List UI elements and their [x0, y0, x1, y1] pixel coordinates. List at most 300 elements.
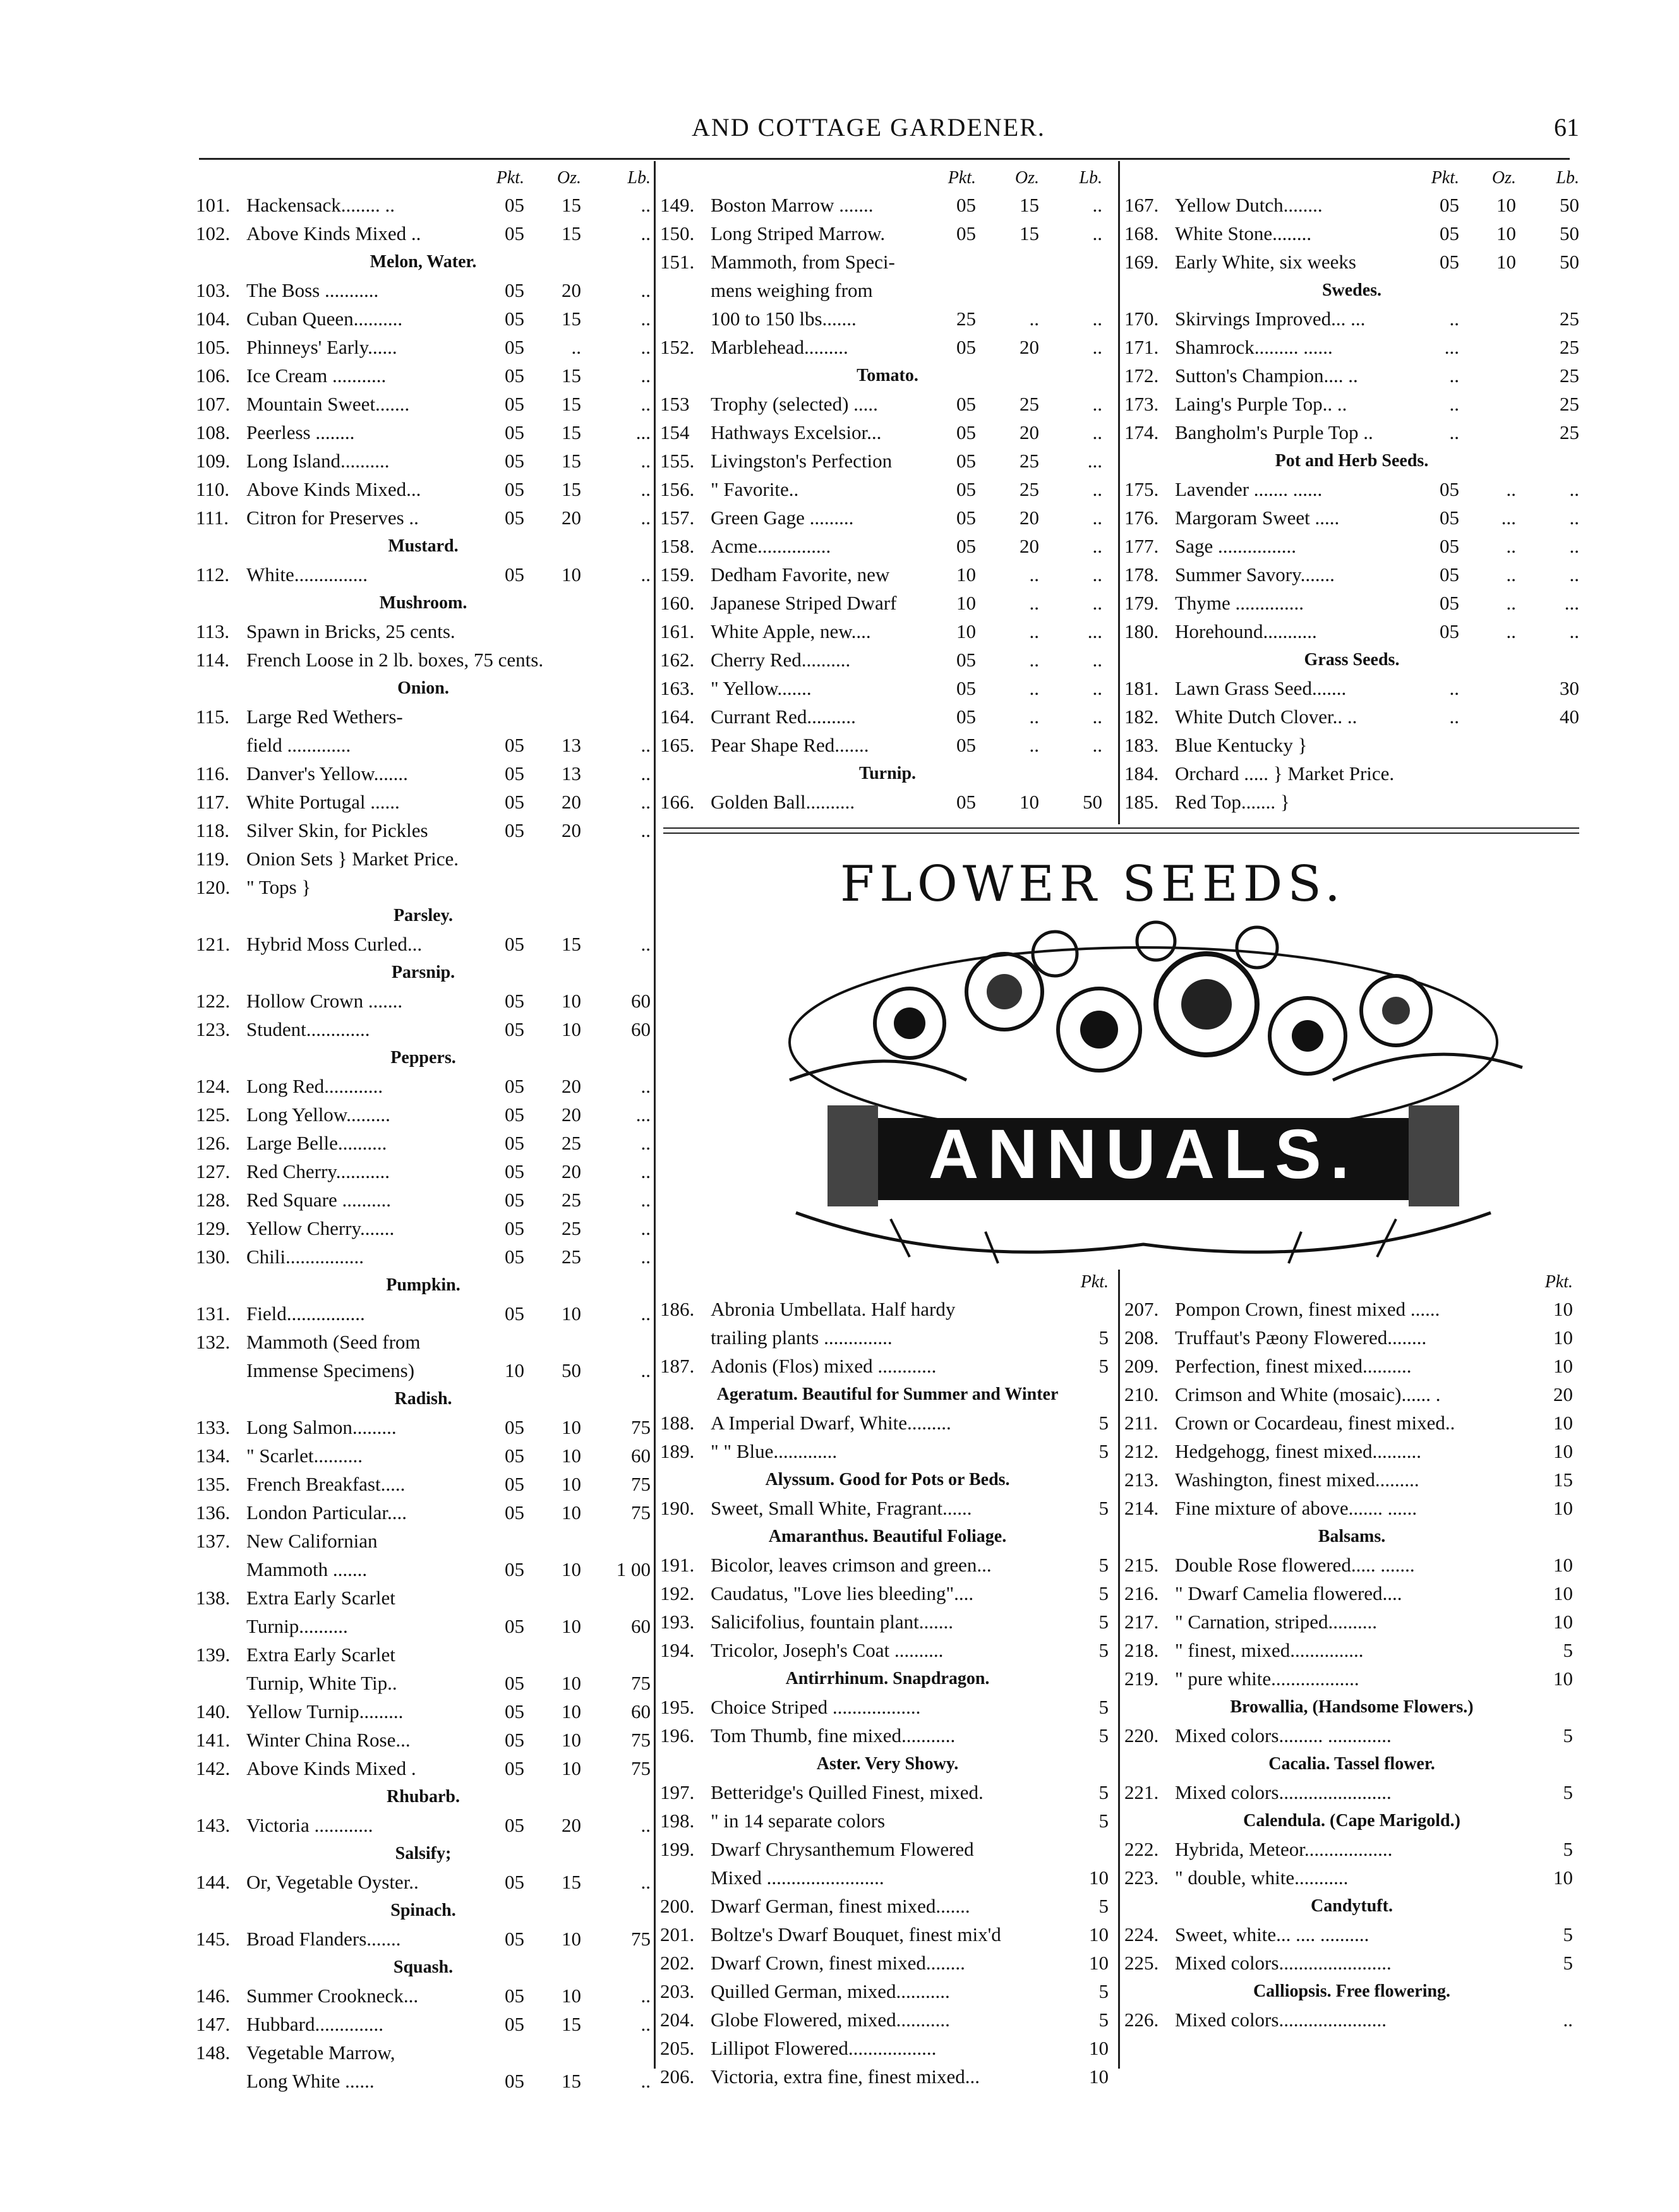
- section-heading: Turnip.: [858, 764, 917, 783]
- oz-price: 10: [562, 1445, 581, 1467]
- lb-price: 50: [1560, 251, 1579, 273]
- item-number: 124.: [196, 1075, 231, 1097]
- seed-row: [196, 1186, 651, 1214]
- lb-price: 25: [1560, 364, 1579, 387]
- pkt-header: Pkt.: [1080, 1272, 1109, 1292]
- oz-price: 25: [1020, 450, 1039, 472]
- item-number: 203.: [660, 1980, 695, 2002]
- item-name: Ice Cream ...........: [246, 364, 387, 387]
- flower-row: [1124, 1608, 1579, 1636]
- pkt-price: 5: [1098, 1781, 1109, 1803]
- item-number: 225.: [1124, 1952, 1159, 1974]
- column-divider-right: [1118, 161, 1120, 824]
- item-number: 221.: [1124, 1781, 1159, 1803]
- column-divider-left: [654, 161, 656, 2069]
- item-number: 101.: [196, 194, 231, 216]
- item-number: 157.: [660, 507, 695, 529]
- item-name: White Stone........: [1175, 222, 1312, 244]
- flower-row: [660, 1778, 1115, 1806]
- flower-row: [660, 1863, 1115, 1892]
- flower-list: [660, 1295, 1115, 2091]
- seed-row: [660, 304, 1115, 333]
- item-name: Hubbard..............: [246, 2013, 383, 2035]
- item-name: Bicolor, leaves crimson and green...: [711, 1554, 992, 1576]
- item-number: 140.: [196, 1700, 231, 1722]
- annuals-label: ANNUALS.: [928, 1115, 1359, 1193]
- lb-price: ...: [1087, 450, 1102, 472]
- pkt-price: 10: [1553, 1582, 1573, 1604]
- item-number: 210.: [1124, 1383, 1159, 1405]
- pkt-price: ..: [1449, 364, 1459, 387]
- section-heading: Pumpkin.: [386, 1275, 460, 1295]
- pkt-price: 05: [505, 933, 524, 955]
- pkt-price: 10: [1089, 2065, 1109, 2088]
- item-name: " " Blue.............: [711, 1440, 838, 1462]
- item-number: 142.: [196, 1757, 231, 1779]
- oz-price: ..: [571, 336, 581, 358]
- item-name: Vegetable Marrow,: [246, 2041, 395, 2064]
- seed-row: [196, 447, 651, 475]
- pkt-price: 5: [1098, 1554, 1109, 1576]
- item-name: Choice Striped ..................: [711, 1696, 921, 1718]
- column-header: [1124, 165, 1579, 191]
- oz-price: 10: [1496, 194, 1516, 216]
- oz-price: 15: [562, 421, 581, 443]
- item-name: " in 14 separate colors: [711, 1810, 886, 1832]
- item-name: Long Salmon.........: [246, 1416, 397, 1438]
- lb-price: ...: [1087, 620, 1102, 642]
- item-number: 174.: [1124, 421, 1159, 443]
- item-number: 103.: [196, 279, 231, 301]
- seed-row: [660, 503, 1115, 532]
- oz-price: 20: [562, 1814, 581, 1836]
- pkt-price: 05: [505, 1672, 524, 1694]
- item-name: Crimson and White (mosaic)...... .: [1175, 1383, 1441, 1405]
- pkt-price: 05: [505, 1558, 524, 1580]
- seed-row: [660, 532, 1115, 560]
- lb-price: 25: [1560, 393, 1579, 415]
- seed-row: [660, 475, 1115, 503]
- item-name: White Dutch Clover.. ..: [1175, 706, 1357, 728]
- pkt-price: 05: [1440, 194, 1459, 216]
- item-number: 196.: [660, 1724, 695, 1746]
- lb-price: ..: [641, 1189, 651, 1211]
- lb-price: 75: [631, 1672, 651, 1694]
- item-number: 153: [660, 393, 690, 415]
- item-number: 213.: [1124, 1469, 1159, 1491]
- item-name: Perfection, finest mixed..........: [1175, 1355, 1412, 1377]
- section-heading: Parsley.: [393, 906, 454, 925]
- seed-row: [196, 617, 651, 646]
- lb-price: ..: [1092, 194, 1102, 216]
- seed-row: [660, 248, 1115, 276]
- flower-row: [660, 1949, 1115, 1977]
- item-name: Or, Vegetable Oyster..: [246, 1871, 419, 1893]
- pkt-price: 05: [956, 450, 976, 472]
- section-heading: Peppers.: [390, 1048, 456, 1067]
- seed-row: [660, 333, 1115, 361]
- item-number: 162.: [660, 649, 695, 671]
- item-number: 136.: [196, 1501, 231, 1524]
- lb-price: ...: [635, 421, 651, 443]
- item-name: Shamrock......... ......: [1175, 336, 1333, 358]
- seed-list: [660, 191, 1115, 816]
- pkt-price: 5: [1098, 1582, 1109, 1604]
- pkt-price: ..: [1449, 393, 1459, 415]
- item-name: Cherry Red..........: [711, 649, 851, 671]
- item-number: 214.: [1124, 1497, 1159, 1519]
- seed-row: [1124, 674, 1579, 702]
- item-name: Hybrida, Meteor..................: [1175, 1838, 1393, 1860]
- oz-price: 10: [562, 1985, 581, 2007]
- oz-price: ..: [1506, 620, 1516, 642]
- pkt-price: 10: [1089, 2037, 1109, 2059]
- oz-price: ..: [1029, 620, 1039, 642]
- item-number: 147.: [196, 2013, 231, 2035]
- oz-price: 15: [1020, 194, 1039, 216]
- lb-price: ...: [635, 1103, 651, 1126]
- item-name: Sweet, Small White, Fragrant......: [711, 1497, 972, 1519]
- item-number: 131.: [196, 1302, 231, 1325]
- section-heading: Mushroom.: [379, 593, 467, 613]
- section-heading: Rhubarb.: [387, 1787, 460, 1806]
- pkt-price: 05: [956, 535, 976, 557]
- pkt-price: 10: [1553, 1497, 1573, 1519]
- item-name: " Dwarf Camelia flowered....: [1175, 1582, 1402, 1604]
- oz-price: 25: [1020, 478, 1039, 500]
- flower-row: [1124, 1579, 1579, 1608]
- lb-price: 60: [631, 1445, 651, 1467]
- flower-row: [660, 1437, 1115, 1465]
- item-name: Long White ......: [246, 2070, 375, 2092]
- item-number: 201.: [660, 1923, 695, 1945]
- lb-price: ..: [641, 364, 651, 387]
- pkt-price: 05: [1440, 478, 1459, 500]
- seed-row: [1124, 731, 1579, 759]
- lb-price: ..: [641, 933, 651, 955]
- item-name: 100 to 150 lbs.......: [711, 308, 857, 330]
- pkt-price: 05: [505, 1075, 524, 1097]
- vegetable-column-middle: [660, 165, 1115, 816]
- lb-price: ..: [641, 1075, 651, 1097]
- lb-price: 60: [631, 1615, 651, 1637]
- item-name: Bangholm's Purple Top ..: [1175, 421, 1373, 443]
- seed-row: [660, 617, 1115, 646]
- lb-price: ..: [641, 336, 651, 358]
- oz-price: 10: [562, 1558, 581, 1580]
- oz-price: ..: [1506, 478, 1516, 500]
- oz-price: 10: [562, 1700, 581, 1722]
- item-number: 139.: [196, 1644, 231, 1666]
- pkt-price: 5: [1563, 1781, 1573, 1803]
- oz-price: 15: [562, 393, 581, 415]
- flower-column-left: [660, 1270, 1115, 2091]
- item-name: Yellow Cherry.......: [246, 1217, 395, 1239]
- seed-row: [660, 702, 1115, 731]
- lb-price: ..: [641, 762, 651, 784]
- oz-price: 10: [562, 1672, 581, 1694]
- item-number: 191.: [660, 1554, 695, 1576]
- item-number: 116.: [196, 762, 230, 784]
- item-number: 183.: [1124, 734, 1159, 756]
- oz-price: 25: [562, 1246, 581, 1268]
- flower-row: [660, 2005, 1115, 2034]
- flower-row: [1124, 1721, 1579, 1750]
- lb-price: ..: [1569, 535, 1579, 557]
- pkt-price: 10: [1553, 1412, 1573, 1434]
- vegetable-column-left: [196, 165, 651, 2095]
- section-heading: Browallia, (Handsome Flowers.): [1230, 1697, 1474, 1717]
- item-name: Above Kinds Mixed .: [246, 1757, 416, 1779]
- item-name: Sage ................: [1175, 535, 1297, 557]
- item-name: Early White, six weeks: [1175, 251, 1356, 273]
- item-number: 171.: [1124, 336, 1159, 358]
- section-heading: Antirrhinum. Snapdragon.: [785, 1669, 990, 1688]
- item-number: 144.: [196, 1871, 231, 1893]
- pkt-price: 05: [505, 1757, 524, 1779]
- pkt-price: 10: [1553, 1440, 1573, 1462]
- item-name: Mammoth, from Speci-: [711, 251, 895, 273]
- item-name: Adonis (Flos) mixed ............: [711, 1355, 937, 1377]
- item-name: Double Rose flowered..... .......: [1175, 1554, 1415, 1576]
- oz-price: 20: [1020, 421, 1039, 443]
- pkt-price: 5: [1563, 1639, 1573, 1661]
- oz-price: 10: [562, 1615, 581, 1637]
- item-name: Abronia Umbellata. Half hardy: [711, 1298, 956, 1320]
- item-number: 128.: [196, 1189, 231, 1211]
- item-number: 148.: [196, 2041, 231, 2064]
- item-name: Silver Skin, for Pickles: [246, 819, 428, 841]
- oz-price: 10: [562, 990, 581, 1012]
- item-name: Boltze's Dwarf Bouquet, finest mix'd: [711, 1923, 1001, 1945]
- item-name: Summer Savory.......: [1175, 563, 1335, 586]
- oz-price: 13: [562, 762, 581, 784]
- lb-price: 30: [1560, 677, 1579, 699]
- item-number: 161.: [660, 620, 695, 642]
- oz-price: 10: [562, 1928, 581, 1950]
- pkt-price: 05: [505, 1700, 524, 1722]
- item-name: Boston Marrow .......: [711, 194, 874, 216]
- oz-price: 50: [562, 1359, 581, 1381]
- pkt-price: ..: [1449, 421, 1459, 443]
- seed-row: [660, 447, 1115, 475]
- seed-list: [196, 191, 651, 2095]
- pkt-price: 05: [505, 819, 524, 841]
- pkt-price: ..: [1449, 706, 1459, 728]
- pkt-price: 05: [956, 507, 976, 529]
- item-name: Sweet, white... .... ..........: [1175, 1923, 1369, 1945]
- item-name: Mixed colors.......................: [1175, 1952, 1392, 1974]
- pkt-price: 05: [505, 336, 524, 358]
- flower-row: [1124, 1664, 1579, 1693]
- pkt-header: Pkt.: [1544, 1272, 1573, 1292]
- item-number: 195.: [660, 1696, 695, 1718]
- item-number: 226.: [1124, 2009, 1159, 2031]
- oz-header: Oz.: [1491, 168, 1516, 188]
- lb-price: 60: [631, 1018, 651, 1040]
- section-heading: Squash.: [393, 1957, 454, 1977]
- item-name: Tricolor, Joseph's Coat ..........: [711, 1639, 944, 1661]
- column-header: [660, 1270, 1115, 1295]
- lb-price: 25: [1560, 336, 1579, 358]
- seed-row: [1124, 617, 1579, 646]
- pkt-header: Pkt.: [1431, 168, 1459, 188]
- lb-price: ..: [641, 2070, 651, 2092]
- section-heading: Onion.: [397, 678, 449, 698]
- pkt-price: 05: [505, 1103, 524, 1126]
- pkt-price: 5: [1098, 1611, 1109, 1633]
- pkt-price: 25: [956, 308, 976, 330]
- item-number: 216.: [1124, 1582, 1159, 1604]
- seed-row: [660, 191, 1115, 219]
- lb-price: ..: [641, 1160, 651, 1182]
- oz-price: 20: [1020, 507, 1039, 529]
- oz-price: 15: [562, 2013, 581, 2035]
- item-name: Mixed colors......................: [1175, 2009, 1387, 2031]
- item-number: 160.: [660, 592, 695, 614]
- pkt-price: ...: [1444, 336, 1459, 358]
- seed-row: [196, 731, 651, 759]
- pkt-price: 5: [1098, 1639, 1109, 1661]
- pkt-price: 05: [956, 194, 976, 216]
- item-number: 167.: [1124, 194, 1159, 216]
- pkt-price: 5: [1098, 2009, 1109, 2031]
- oz-price: 15: [562, 2070, 581, 2092]
- item-name: Yellow Dutch........: [1175, 194, 1323, 216]
- item-number: 115.: [196, 706, 230, 728]
- pkt-price: 5: [1098, 1895, 1109, 1917]
- item-number: 197.: [660, 1781, 695, 1803]
- item-name: Yellow Turnip.........: [246, 1700, 404, 1722]
- seed-row: [196, 1584, 651, 1612]
- item-name: Phinneys' Early......: [246, 336, 397, 358]
- item-name: Hackensack........ ..: [246, 194, 395, 216]
- pkt-price: 05: [956, 649, 976, 671]
- item-name: Cuban Queen..........: [246, 308, 403, 330]
- oz-price: 20: [562, 279, 581, 301]
- seed-row: [196, 1299, 651, 1328]
- flower-row: [660, 1693, 1115, 1721]
- flower-row: [1124, 2005, 1579, 2034]
- lb-price: ..: [1092, 336, 1102, 358]
- item-number: 211.: [1124, 1412, 1158, 1434]
- pkt-price: 05: [956, 734, 976, 756]
- item-number: 156.: [660, 478, 695, 500]
- pkt-price: 05: [1440, 251, 1459, 273]
- seed-row: [196, 759, 651, 788]
- lb-price: ..: [1092, 507, 1102, 529]
- item-number: 110.: [196, 478, 230, 500]
- item-name: New Californian: [246, 1530, 378, 1552]
- page-number: 61: [1554, 113, 1579, 141]
- pkt-price: 5: [1563, 1724, 1573, 1746]
- seed-row: [196, 1441, 651, 1470]
- oz-header: Oz.: [557, 168, 581, 188]
- item-number: 169.: [1124, 251, 1159, 273]
- pkt-price: 05: [505, 734, 524, 756]
- seed-row: [196, 1925, 651, 1953]
- seed-row: [196, 1328, 651, 1356]
- item-number: 113.: [196, 620, 230, 642]
- oz-price: ..: [1029, 649, 1039, 671]
- pkt-price: 05: [505, 762, 524, 784]
- pkt-price: 5: [1098, 1497, 1109, 1519]
- item-number: 145.: [196, 1928, 231, 1950]
- lb-price: ..: [641, 1302, 651, 1325]
- seed-row: [196, 304, 651, 333]
- seed-row: [1124, 361, 1579, 390]
- column-header: [1124, 1270, 1579, 1295]
- lb-price: ..: [641, 194, 651, 216]
- seed-row: [660, 646, 1115, 674]
- section-heading: Grass Seeds.: [1304, 650, 1400, 670]
- item-number: 212.: [1124, 1440, 1159, 1462]
- item-number: 123.: [196, 1018, 231, 1040]
- seed-row: [1124, 759, 1579, 788]
- item-name: field .............: [246, 734, 351, 756]
- item-number: 149.: [660, 194, 695, 216]
- item-number: 133.: [196, 1416, 231, 1438]
- pkt-price: 05: [956, 677, 976, 699]
- pkt-price: 05: [505, 222, 524, 244]
- item-number: 120.: [196, 876, 231, 898]
- item-name: Dwarf Crown, finest mixed........: [711, 1952, 965, 1974]
- pkt-price: 05: [505, 1473, 524, 1495]
- seed-row: [196, 1356, 651, 1385]
- item-name: Red Top....... }: [1175, 791, 1290, 813]
- seed-row: [1124, 788, 1579, 816]
- leaf-spray-icon: [796, 1213, 1491, 1263]
- item-name: Lavender ....... ......: [1175, 478, 1323, 500]
- oz-price: 20: [1020, 336, 1039, 358]
- lb-price: ..: [641, 279, 651, 301]
- lb-price: ..: [641, 819, 651, 841]
- seed-row: [196, 560, 651, 589]
- lb-price: 50: [1560, 194, 1579, 216]
- flower-row: [1124, 1465, 1579, 1494]
- seed-row: [196, 1413, 651, 1441]
- item-name: Extra Early Scarlet: [246, 1587, 395, 1609]
- lb-price: ..: [1092, 421, 1102, 443]
- oz-price: ..: [1506, 592, 1516, 614]
- seed-row: [1124, 503, 1579, 532]
- item-name: Livingston's Perfection: [711, 450, 893, 472]
- seed-row: [196, 2010, 651, 2038]
- pkt-price: ..: [1449, 308, 1459, 330]
- column-header: [196, 165, 651, 191]
- flower-row: [1124, 1352, 1579, 1380]
- seed-row: [660, 589, 1115, 617]
- item-name: Currant Red..........: [711, 706, 856, 728]
- flower-row: [1124, 1295, 1579, 1323]
- pkt-price: 05: [505, 364, 524, 387]
- seed-row: [196, 219, 651, 248]
- seed-row: [196, 1100, 651, 1129]
- lb-price: ..: [1092, 677, 1102, 699]
- banner-rule-top: [663, 827, 1579, 829]
- item-name: trailing plants ..............: [711, 1326, 893, 1349]
- item-name: " Yellow.......: [711, 677, 812, 699]
- flower-row: [1124, 1920, 1579, 1949]
- lb-price: ..: [641, 791, 651, 813]
- lb-price: 25: [1560, 421, 1579, 443]
- column-header: [660, 165, 1115, 191]
- seed-row: [1124, 475, 1579, 503]
- item-number: 177.: [1124, 535, 1159, 557]
- item-name: French Loose in 2 lb. boxes, 75 cents.: [246, 649, 544, 671]
- item-name: Field................: [246, 1302, 365, 1325]
- lb-header: Lb.: [1079, 168, 1102, 188]
